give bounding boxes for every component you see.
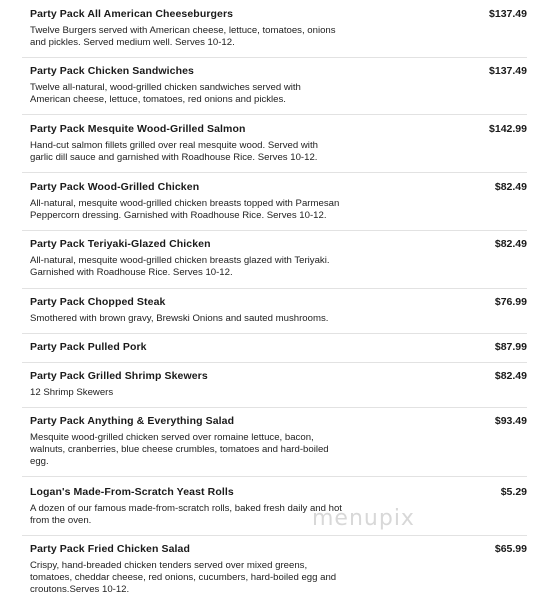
item-name: Party Pack Chopped Steak bbox=[30, 296, 166, 308]
item-price: $82.49 bbox=[494, 370, 527, 382]
divider bbox=[22, 230, 527, 231]
item-name: Party Pack Chicken Sandwiches bbox=[30, 65, 194, 77]
menu-item bbox=[22, 341, 527, 357]
divider bbox=[22, 333, 527, 334]
item-price: $137.49 bbox=[489, 8, 527, 20]
menu-item bbox=[22, 543, 527, 596]
item-price: $142.99 bbox=[489, 123, 527, 135]
item-price: $93.49 bbox=[494, 415, 527, 427]
menu-item bbox=[22, 296, 527, 324]
menu-item bbox=[22, 181, 527, 222]
divider bbox=[22, 57, 527, 58]
item-description: All-natural, mesquite wood-grilled chicken breasts glazed with Teriyaki. Garnished with Roadhouse Rice. Serves 10-12. bbox=[30, 255, 330, 279]
divider bbox=[22, 172, 527, 173]
item-description: Twelve Burgers served with American cheese, lettuce, tomatoes, onions and pickles. Served medium well. Serves 10-12. bbox=[30, 25, 336, 49]
item-price: $82.49 bbox=[494, 238, 527, 250]
item-name: Party Pack Pulled Pork bbox=[30, 341, 147, 353]
item-description: Hand-cut salmon fillets grilled over real mesquite wood. Served with garlic dill sauce and garnished with Roadhouse Rice. Serves 10-12. bbox=[30, 140, 318, 164]
item-price: $5.29 bbox=[500, 486, 527, 498]
divider bbox=[22, 476, 527, 477]
item-description: Mesquite wood-grilled chicken served over romaine lettuce, bacon, walnuts, cranberries, blue cheese crumbles, tomatoes and hard-boiled egg. bbox=[30, 432, 329, 468]
item-description: Crispy, hand-breaded chicken tenders served over mixed greens, tomatoes, cheddar cheese, red onions, cucumbers, hard-boiled egg and croutons.Serves 10-12. bbox=[30, 560, 337, 596]
item-price: $82.49 bbox=[494, 181, 527, 193]
item-description: A dozen of our famous made-from-scratch rolls, baked fresh daily and hot from the oven. bbox=[30, 503, 342, 527]
menu-item bbox=[22, 123, 527, 164]
menu-item bbox=[22, 415, 527, 468]
divider bbox=[22, 288, 527, 289]
watermark: menupix bbox=[312, 506, 415, 531]
item-name: Party Pack Mesquite Wood-Grilled Salmon bbox=[30, 123, 246, 135]
divider bbox=[22, 362, 527, 363]
item-price: $87.99 bbox=[494, 341, 527, 353]
divider bbox=[22, 407, 527, 408]
item-name: Party Pack Fried Chicken Salad bbox=[30, 543, 190, 555]
item-description: Smothered with brown gravy, Brewski Onions and sauted mushrooms. bbox=[30, 313, 329, 324]
divider bbox=[22, 535, 527, 536]
menu-item bbox=[22, 65, 527, 106]
item-name: Party Pack Teriyaki-Glazed Chicken bbox=[30, 238, 211, 250]
item-name: Party Pack Wood-Grilled Chicken bbox=[30, 181, 200, 193]
menu-item bbox=[22, 8, 527, 49]
item-name: Logan's Made-From-Scratch Yeast Rolls bbox=[30, 486, 234, 498]
item-price: $65.99 bbox=[494, 543, 527, 555]
divider bbox=[22, 114, 527, 115]
item-price: $137.49 bbox=[489, 65, 527, 77]
menu-item bbox=[22, 370, 527, 398]
item-name: Party Pack All American Cheeseburgers bbox=[30, 8, 234, 20]
item-description: All-natural, mesquite wood-grilled chicken breasts topped with Parmesan Peppercorn dressing. Garnished with Roadhouse Rice. Serves 10-12. bbox=[30, 198, 340, 222]
item-name: Party Pack Anything & Everything Salad bbox=[30, 415, 235, 427]
menu-item bbox=[22, 238, 527, 279]
item-description: 12 Shrimp Skewers bbox=[30, 387, 114, 398]
item-description: Twelve all-natural, wood-grilled chicken sandwiches served with American cheese, lettuce, tomatoes, red onions and pickles. bbox=[30, 82, 301, 106]
item-name: Party Pack Grilled Shrimp Skewers bbox=[30, 370, 208, 382]
item-price: $76.99 bbox=[494, 296, 527, 308]
